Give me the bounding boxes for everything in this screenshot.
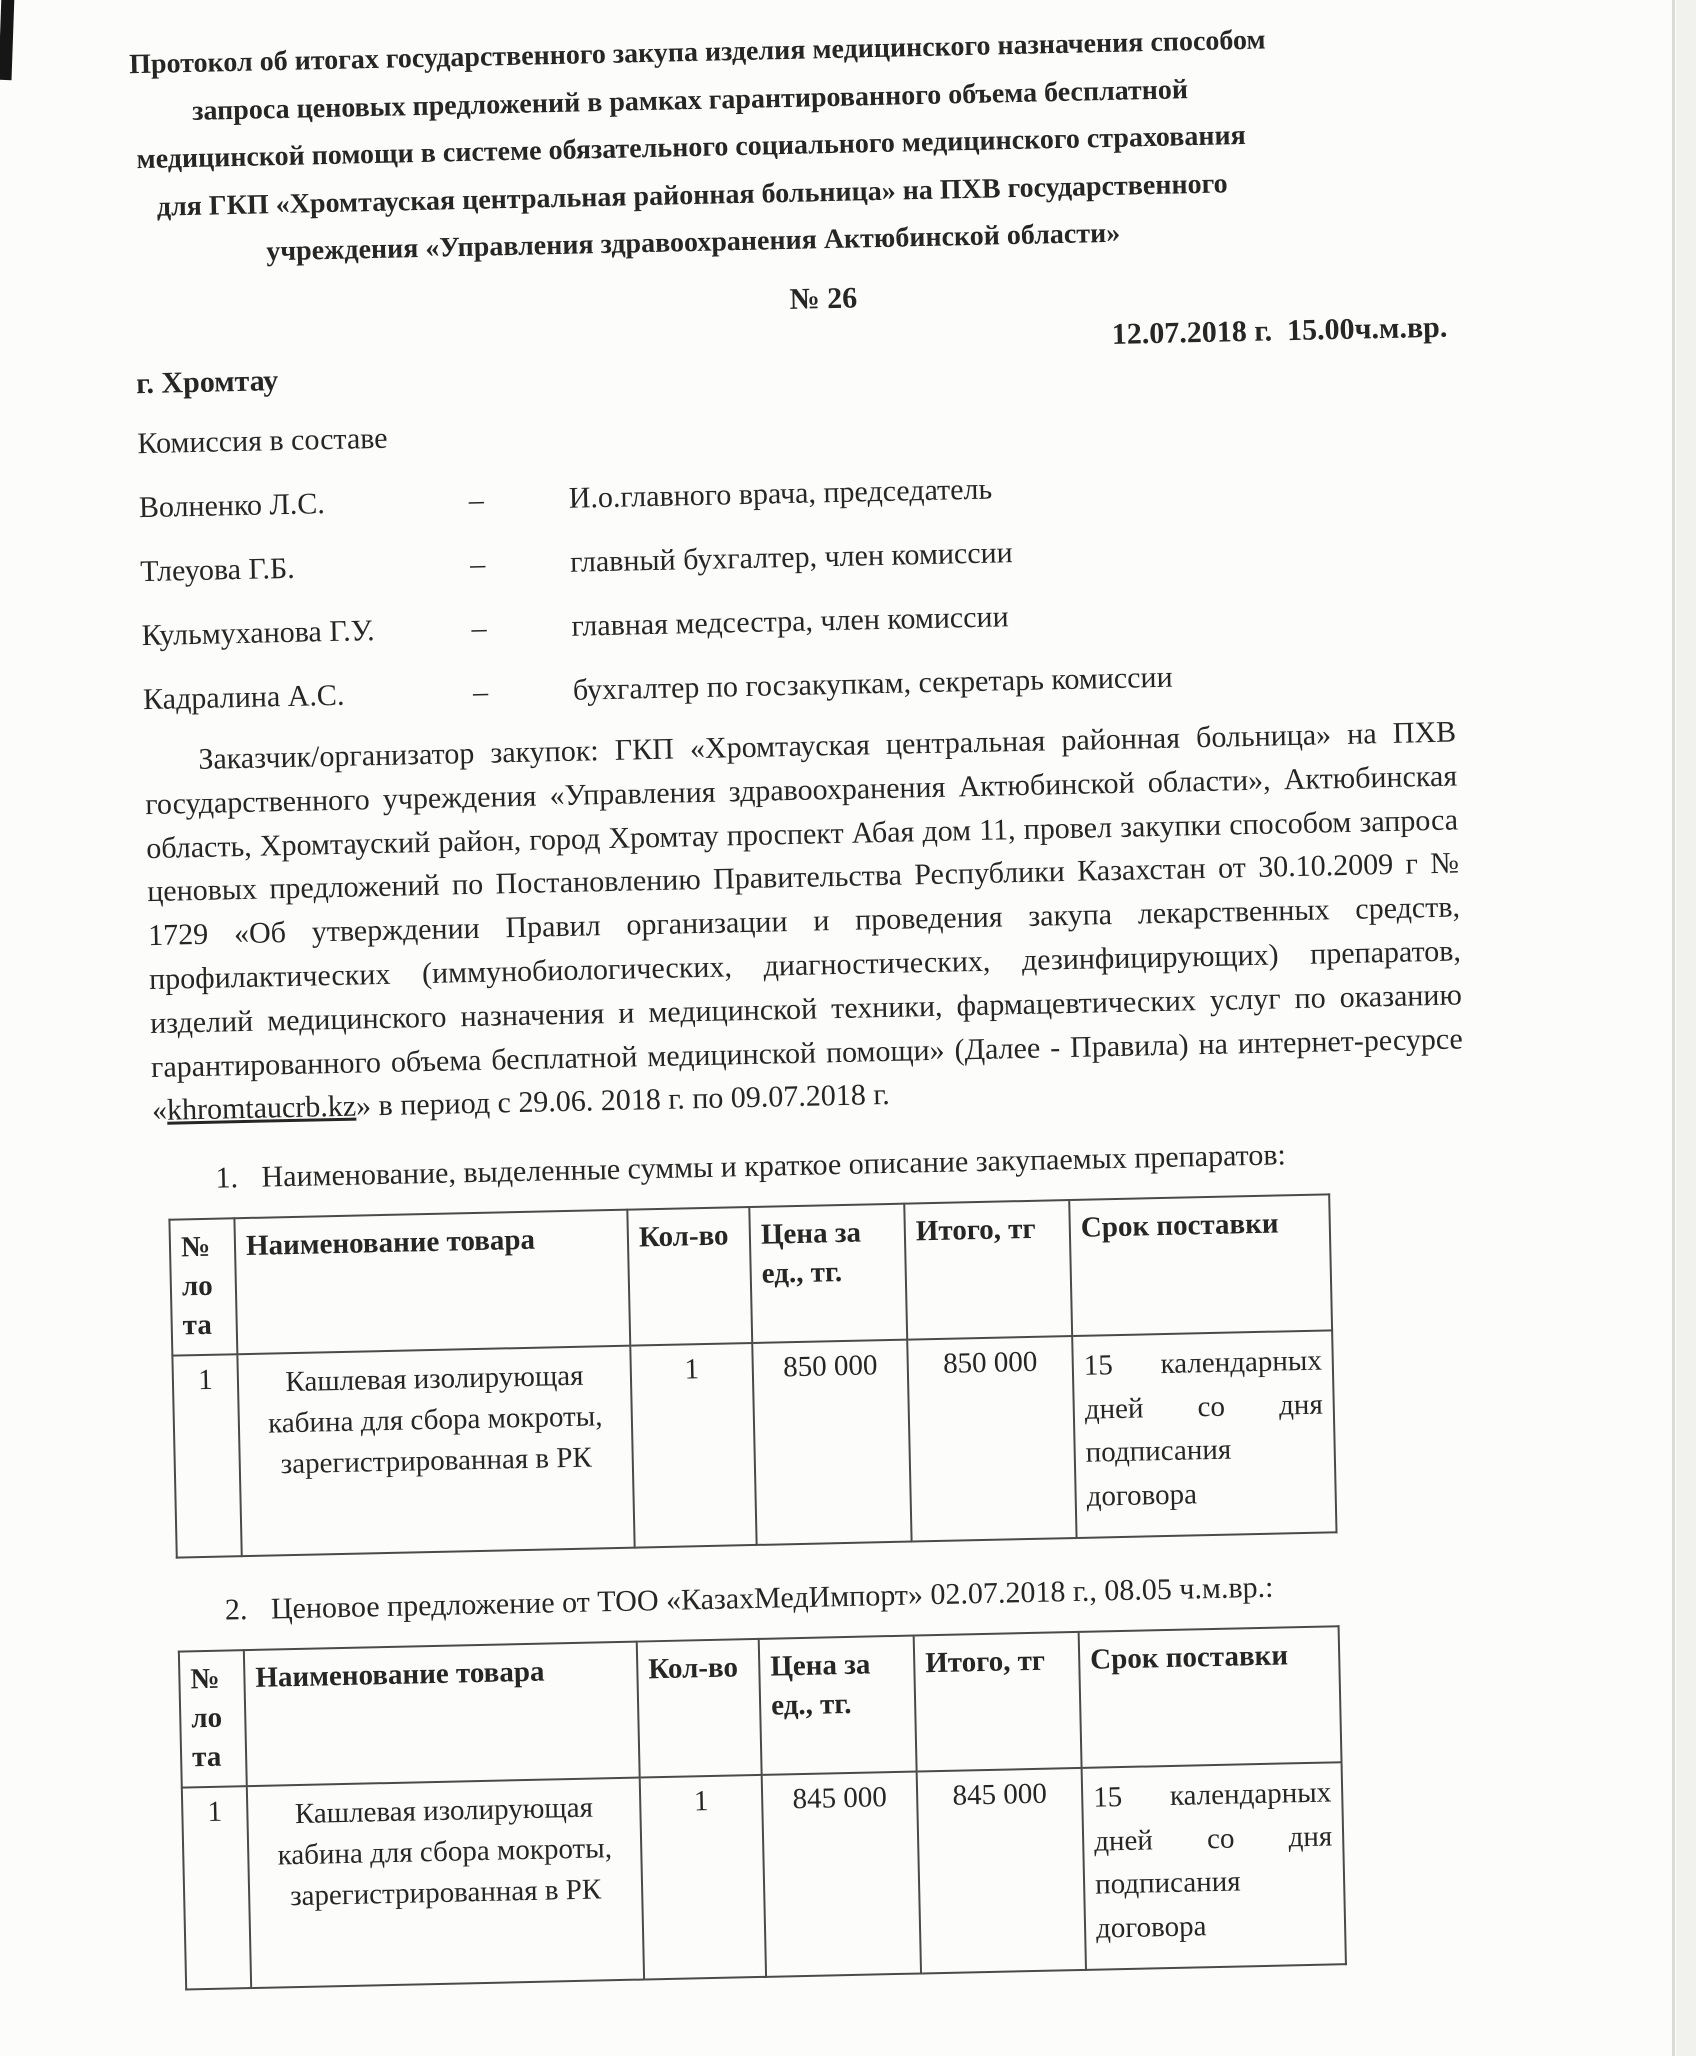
member-name: Волненко Л.С. — [138, 487, 326, 525]
title-line: учреждения «Управления здравоохранения Актюбинской области» — [265, 218, 1121, 268]
cell-unit-price: 845 000 — [762, 1772, 921, 1977]
member-role: И.о.главного врача, председатель — [568, 472, 993, 515]
header-unit-price: Цена за ед., тг. — [749, 1204, 907, 1343]
lots-table-1 — [168, 1193, 1337, 1558]
table-header-row — [179, 1626, 1342, 1787]
title-line: медицинской помощи в системе обязательного социального медицинского страхования — [136, 120, 1247, 176]
title-line: Протокол об итогах государственного закупа изделия медицинского назначения способом — [128, 24, 1266, 81]
commission-label: Комиссия в составе — [137, 421, 388, 461]
table-row — [172, 1330, 1336, 1557]
cell-unit-price: 850 000 — [752, 1340, 911, 1545]
member-role: главный бухгалтер, член комиссии — [569, 536, 1014, 579]
cell-total: 850 000 — [907, 1336, 1076, 1542]
commission-member-row — [139, 463, 1451, 526]
header-unit-price: Цена за ед., тг. — [759, 1636, 917, 1775]
section-text: Ценовое предложение от ТОО «КазахМедИмпорт» 02.07.2018 г., 08.05 ч.м.вр.: — [270, 1570, 1274, 1626]
document-inner — [129, 13, 1483, 1991]
header-quantity: Кол-во — [637, 1639, 762, 1778]
commission-member-row — [141, 590, 1453, 653]
title-line: для ГКП «Хромтауская центральная районная больница» на ПХВ государственного — [156, 168, 1228, 223]
commission-member-row — [143, 654, 1455, 717]
header-total: Итого, тг — [904, 1200, 1072, 1340]
document-number: № 26 — [789, 281, 858, 316]
table-header-row — [169, 1195, 1332, 1356]
header-delivery-term: Срок поставки — [1069, 1195, 1332, 1337]
header-delivery-term: Срок поставки — [1079, 1626, 1342, 1768]
member-role: бухгалтер по госзакупкам, секретарь комиссии — [572, 660, 1173, 707]
member-dash: – — [471, 611, 487, 645]
commission-member-row — [140, 527, 1452, 590]
member-role: главная медсестра, член комиссии — [571, 600, 1009, 643]
member-name: Кульмуханова Г.У. — [141, 614, 375, 653]
member-dash: – — [468, 483, 485, 517]
cell-product-name: Кашлевая изолирующая кабина для сбора мокроты, зарегистрированная в РК — [237, 1346, 634, 1557]
section-text: Наименование, выделенные суммы и краткое описание закупаемых препаратов: — [261, 1138, 1287, 1194]
title-line: запроса ценовых предложений в рамках гарантированного объема бесплатной — [191, 73, 1189, 127]
header-product-name: Наименование товара — [244, 1642, 640, 1787]
header-lot-number: № лота — [179, 1650, 247, 1787]
section-number: 1. — [215, 1161, 239, 1195]
cell-total: 845 000 — [917, 1768, 1086, 1974]
cell-quantity: 1 — [630, 1343, 756, 1548]
cell-quantity: 1 — [640, 1775, 766, 1980]
member-name: Тлеуова Г.Б. — [139, 551, 295, 589]
member-dash: – — [469, 547, 486, 581]
cell-lot-number: 1 — [182, 1786, 251, 1989]
document-title — [128, 17, 1266, 279]
section-number: 2. — [224, 1593, 248, 1627]
table-row — [182, 1762, 1346, 1989]
member-dash: – — [472, 675, 489, 709]
document-datetime: 12.07.2018 г. 15.00ч.м.вр. — [1111, 310, 1448, 351]
member-name: Кадралина А.С. — [142, 678, 345, 717]
paragraph-text: » в период с 29.06. 2018 г. по 09.07.2018 г. — [355, 1078, 891, 1123]
header-quantity: Кол-во — [627, 1207, 752, 1346]
cell-delivery-term: 15 календарных дней со дня подписания договора — [1082, 1762, 1346, 1970]
header-total: Итого, тг — [914, 1632, 1082, 1772]
customer-paragraph — [144, 710, 1464, 1133]
cell-delivery-term: 15 календарных дней со дня подписания договора — [1072, 1330, 1336, 1538]
document-city: г. Хромтау — [135, 364, 279, 401]
header-product-name: Наименование товара — [234, 1210, 630, 1355]
section-2-heading — [163, 1566, 1475, 1629]
paragraph-text: Заказчик/организатор закупок: ГКП «Хромтауская центральная районная больница» на ПХВ государственного учреждения «Управления здравоохранения Актюбинской области», Актюбинская область, Хромтауский район, город Хромтау проспект Абая дом 11, провел закупки способом запроса ценовых предложений по Постановлению Правительства Республики Казахстан от 30.10.2009 г № 1729 «Об утверждении Правил организации и проведения закупа лекарственных средств, профилактических (иммунобиологических, диагностических, дезинфицирующих) препаратов, изделий медицинского назначения и медицинской техники, фармацевтических услуг по оказанию гарантированного объема бесплатной медицинской помощи» (Далее - Правила) на интернет-ресурсе « — [144, 715, 1464, 1128]
cell-product-name: Кашлевая изолирующая кабина для сбора мокроты, зарегистрированная в РК — [247, 1778, 644, 1989]
header-lot-number: № лота — [169, 1218, 237, 1355]
cell-lot-number: 1 — [172, 1354, 241, 1557]
website-link-text: khromtaucrb.kz — [166, 1089, 357, 1128]
lots-table-2 — [178, 1625, 1347, 1990]
section-1-heading — [153, 1135, 1465, 1198]
